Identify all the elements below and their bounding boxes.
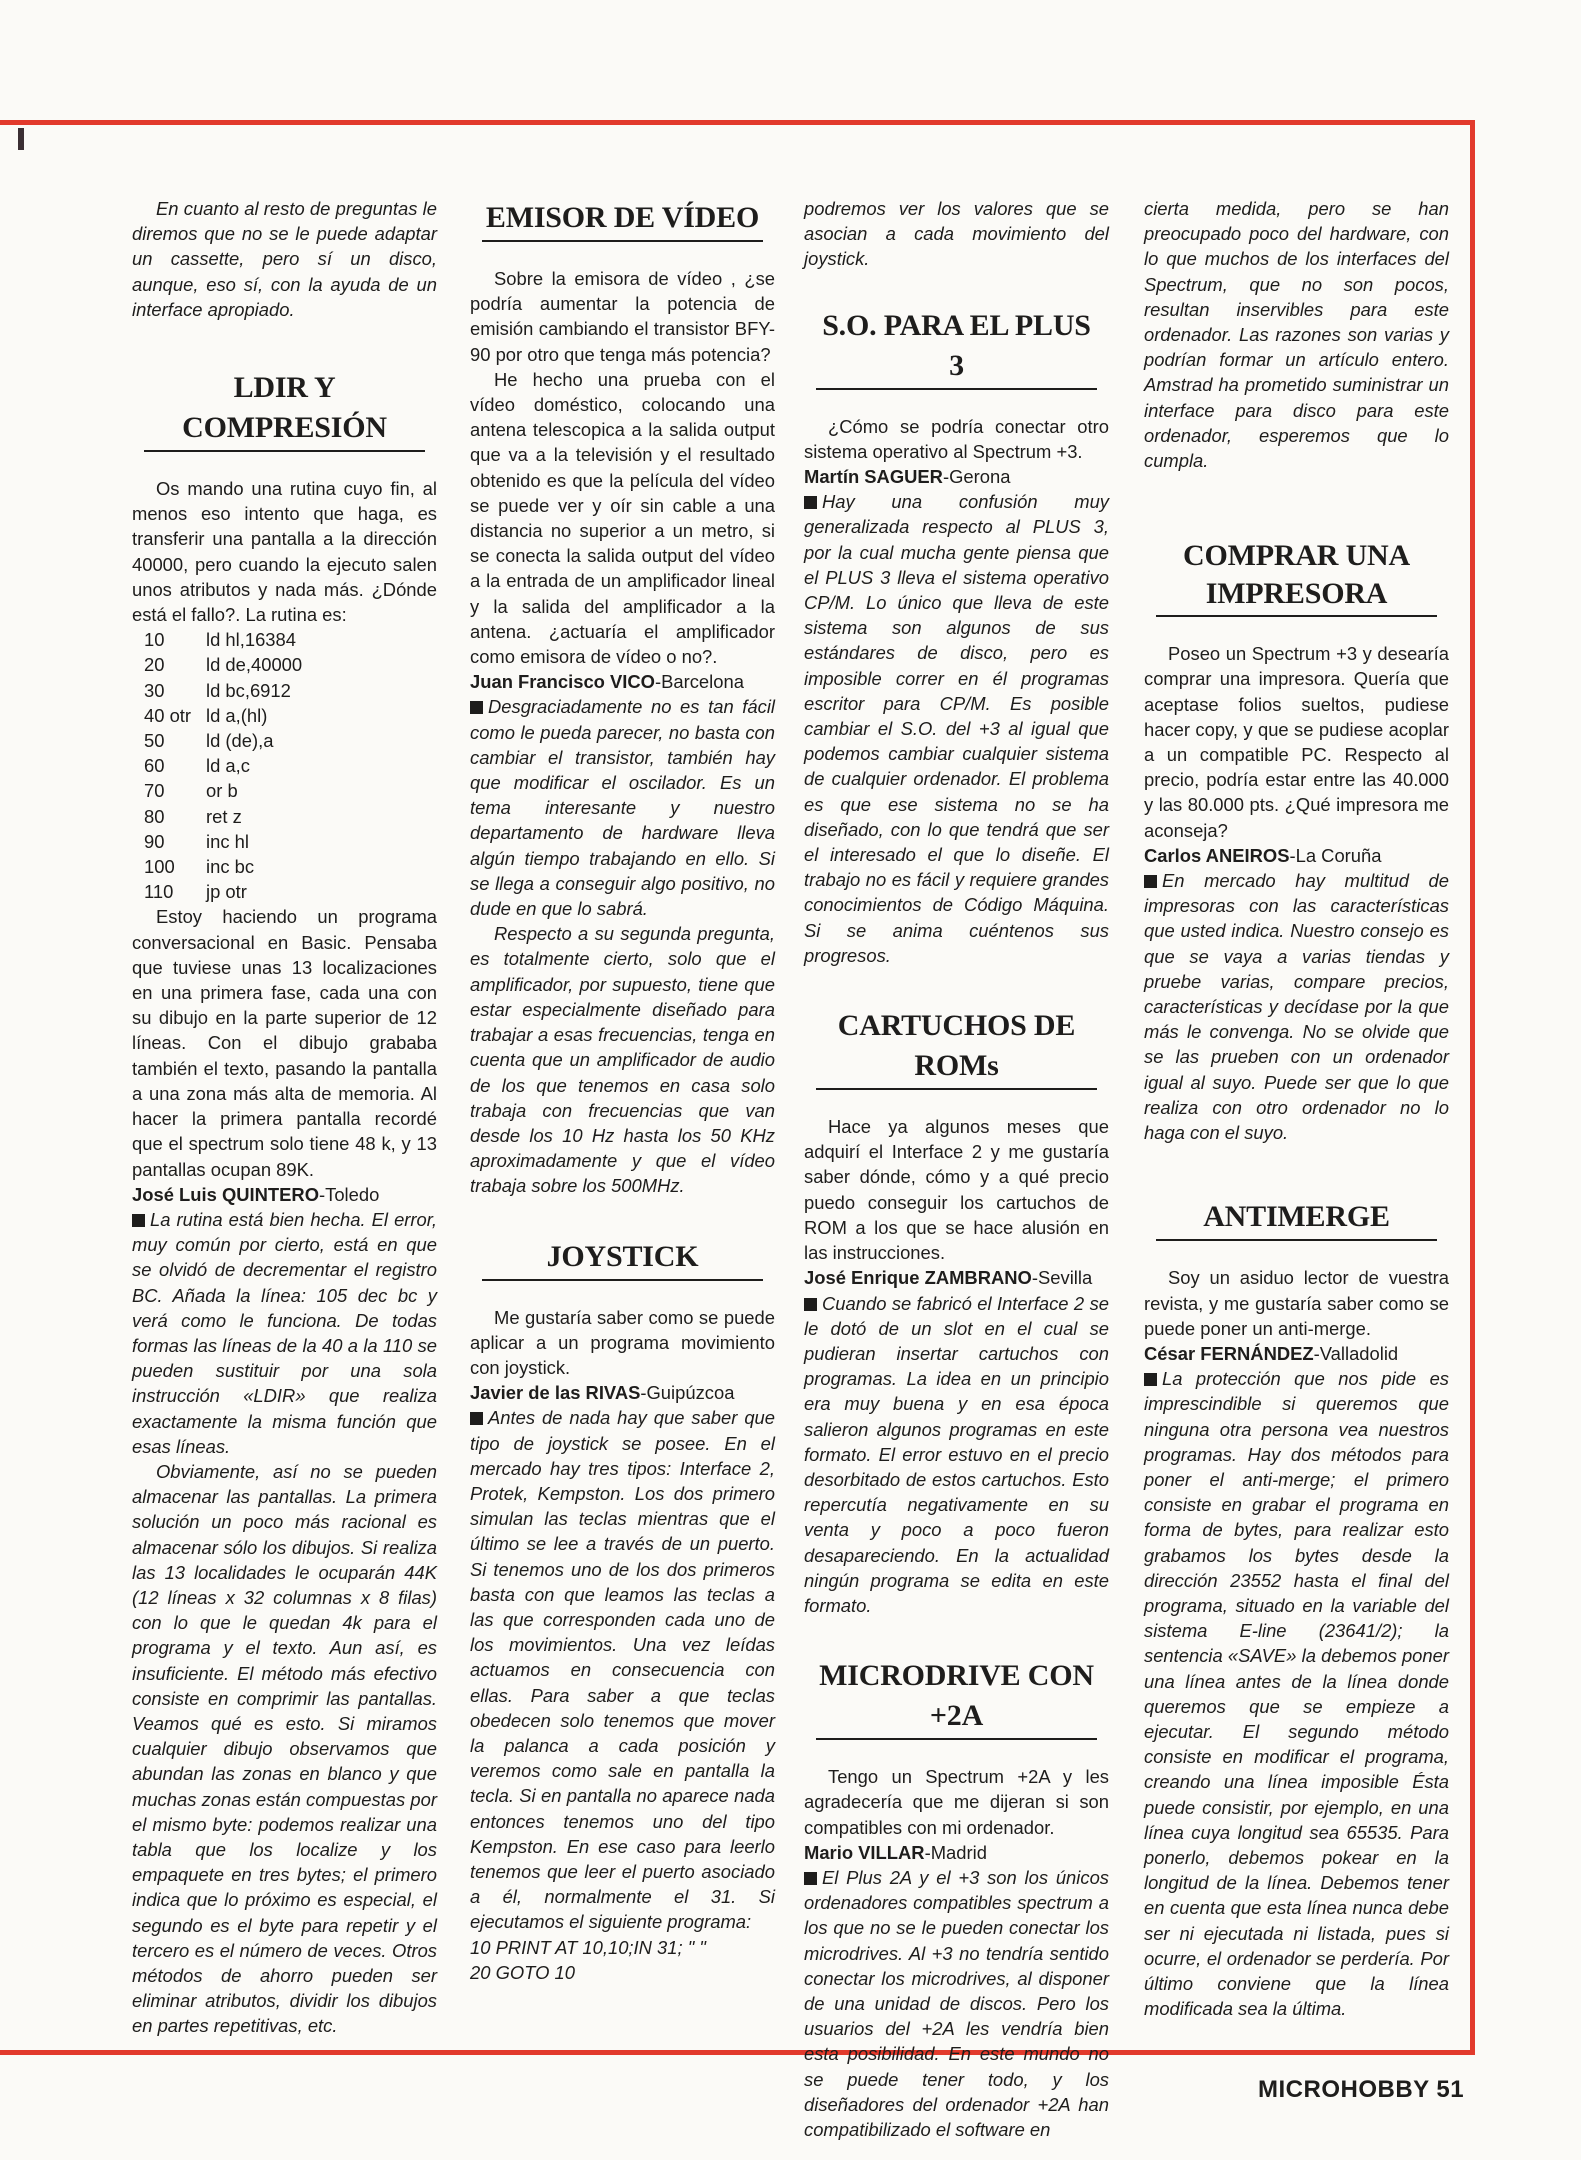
code-row — [144, 753, 302, 778]
signature — [804, 1265, 1109, 1290]
edge-mark — [18, 128, 24, 150]
instruction: ld bc,6912 — [206, 679, 291, 701]
signature — [470, 669, 775, 694]
section-title: LDIR Y COMPRESIÓN — [144, 368, 425, 452]
code-row — [144, 829, 302, 854]
question-text: Soy un asiduo lector de vuestra revista, y me gustaría saber como se puede poner un anti-merge. — [1144, 1267, 1449, 1339]
question-text: Me gustaría saber como se puede aplicar a un programa movimiento con joystick. — [470, 1306, 775, 1378]
code-row — [144, 703, 302, 728]
code-row — [144, 627, 302, 652]
bullet-icon — [804, 496, 817, 509]
question-text: ¿Cómo se podría conectar otro sistema operativo al Spectrum +3. — [804, 415, 1109, 462]
signature-city: -Gerona — [942, 466, 1011, 488]
bullet-icon — [470, 1412, 483, 1425]
continued-text: podremos ver los valores que se asocian a cada movimiento del joystick. — [804, 198, 1109, 270]
answer-text: La protección que nos pide es imprescindible si queremos que ninguna otra persona vea nuestros programas. Hay dos métodos para poner el anti-merge; el primero consiste en grabar el programa en forma de bytes, para realizar esto grabamos los bytes desde la dirección 23552 hasta el final del programa, situado en la variable del sistema E-line (23641/2); la sentencia «SAVE» la debemos poner una línea antes de la línea donde queremos que se empieze a ejecutar. El segundo método consiste en modificar el programa, creando una línea imposible Ésta puede consistir, por ejemplo, en una línea cuya longitud sea 65535. Para ponerlo, debemos pokear en la longitud de la línea. Debemos tener en cuenta que esta línea nunca debe ser ni ejecutada ni listada, pues si ocurre, el ordenador se perdería. Por último conviene que la línea modificada sea la última. — [1144, 1368, 1449, 2020]
bullet-icon — [804, 1298, 817, 1311]
line-number: 50 — [144, 730, 165, 752]
bullet-icon — [1144, 875, 1157, 888]
bullet-icon — [804, 1872, 817, 1885]
section-title: MICRODRIVE CON +2A — [816, 1656, 1097, 1740]
question-text: Estoy haciendo un programa conversacional en Basic. Pensaba que tuviese unas 13 localizaciones en una primera fase, cada una con su dibujo en la parte superior de 12 líneas. Con el dibujo grababa también el texto, pasando la pantalla a una zona más alta de memoria. Al hacer la primera pantalla recordé que el spectrum solo tiene 48 k, y 13 pantallas ocupan 89K. — [132, 906, 437, 1180]
answer-text: Desgraciadamente no es tan fácil como le pueda parecer, no basta con cambiar el transistor, también hay que modificar el oscilador. Es un tema interesante y nuestro departamento de hardware lleva algún tiempo trabajando en ello. Si se llega a conseguir algo positivo, no dude en que lo sabrá. — [470, 696, 775, 920]
code-row — [144, 652, 302, 677]
instruction: ld a,(hl) — [206, 704, 268, 726]
question-text: Hace ya algunos meses que adquirí el Interface 2 y me gustaría saber dónde, cómo y a qué precio puedo conseguir los cartuchos de ROM a los que se hace alusión en las instrucciones. — [804, 1116, 1109, 1264]
answer-text: El Plus 2A y el +3 son los únicos ordenadores compatibles spectrum a los que no se le pueden conectar los microdrives. Al +3 no tendría sentido conectar los microdrives, al disponer de una unidad de discos. Pero los usuarios del +2A les vendría bien esta posibilidad. En este mundo no se puede tener todo, y los diseñadores del ordenador +2A han compatibilizado el software en — [804, 1866, 1109, 2140]
section-title: COMPRAR UNA IMPRESORA — [1156, 537, 1437, 617]
line-number: 110 — [144, 881, 174, 903]
code-row — [144, 678, 302, 703]
line-number: 20 — [144, 654, 165, 676]
instruction: inc hl — [206, 830, 249, 852]
column-1 — [132, 196, 437, 2039]
instruction: inc bc — [206, 856, 255, 878]
code-listing — [144, 627, 302, 904]
question-text: Sobre la emisora de vídeo , ¿se podría aumentar la potencia de emisión cambiando el transistor BFY-90 por otro que tenga más potencia? — [470, 268, 775, 365]
signature — [1144, 843, 1449, 868]
signature — [132, 1182, 437, 1207]
code-line: 10 PRINT AT 10,10;IN 31; " " — [470, 1936, 706, 1958]
signature-name: Javier de las RIVAS — [470, 1382, 641, 1404]
line-number: 80 — [144, 805, 165, 827]
signature-name: José Luis QUINTERO — [132, 1183, 320, 1205]
signature-city: -La Coruña — [1289, 844, 1382, 866]
signature-name: Carlos ANEIROS — [1144, 844, 1290, 866]
answer-text: Antes de nada hay que saber que tipo de joystick se posee. En el mercado hay tres tipos: Interface 2, Protek, Kempston. Los dos primero simulan las teclas mientras que el último se lee a través de un puerto. Si tenemos uno de los dos primeros basta con que leamos las teclas a las que corresponden cada uno de los movimientos. Una vez leídas actuamos en consecuencia con ellas. Para saber a que teclas obedecen solo tenemos que mover la palanca a cada posición y veremos como sale en pantalla la tecla. Si en pantalla no aparece nada entonces tenemos uno del tipo Kempston. En ese caso para leerlo tenemos que leer el puerto asociado a él, normalmente el 31. Si ejecutamos el siguiente programa: — [470, 1407, 775, 1933]
page-number: 51 — [1436, 2076, 1465, 2103]
line-number: 30 — [144, 679, 165, 701]
bullet-icon — [132, 1214, 145, 1227]
question-text: He hecho una prueba con el vídeo doméstico, colocando una antena telescopica a la salida output que va a la televisión y el resultado obtenido es que la película del vídeo se puede ver y oír sin cable a una distancia no superior a un metro, si se conecta la salida output del vídeo a la entrada de un amplificador lineal y la salida del amplificador a la antena. ¿actuaría el amplificador como emisora de vídeo o no?. — [470, 368, 775, 668]
section-title: S.O. PARA EL PLUS 3 — [816, 306, 1097, 390]
code-row — [144, 854, 302, 879]
signature-name: Martín SAGUER — [804, 466, 943, 488]
section-title: CARTUCHOS DE ROMs — [816, 1006, 1097, 1090]
page-footer — [1258, 2076, 1464, 2104]
signature-name: José Enrique ZAMBRANO — [804, 1267, 1032, 1289]
instruction: ld (de),a — [206, 730, 274, 752]
question-text: Poseo un Spectrum +3 y desearía comprar una impresora. Quería que aceptase folios sueltos, pudiese hacer copy, y que se pudiese acoplar a un compatible PC. Respecto al precio, podría estar entre las 40.000 y las 80.000 pts. ¿Qué impresora me aconseja? — [1144, 643, 1449, 841]
instruction: ld de,40000 — [206, 654, 303, 676]
line-number: 40 otr — [144, 704, 192, 726]
magazine-name: MICROHOBBY — [1258, 2076, 1430, 2103]
answer-text: La rutina está bien hecha. El error, muy común por cierto, está en que se olvidó de decrementar el registro BC. Añada la línea: 105 dec bc y verá como le funciona. De todas formas las líneas de la 40 a la 110 se pueden sustituir por una sola instrucción «LDIR» que realiza exactamente la misma función que esas líneas. — [132, 1208, 437, 1457]
signature-city: -Toledo — [319, 1183, 380, 1205]
code-row — [144, 778, 302, 803]
signature-city: -Sevilla — [1031, 1267, 1093, 1289]
bullet-icon — [1144, 1373, 1157, 1386]
signature-city: -Valladolid — [1313, 1342, 1399, 1364]
instruction: jp otr — [206, 881, 247, 903]
signature-city: -Barcelona — [654, 671, 744, 693]
section-title: ANTIMERGE — [1156, 1197, 1437, 1241]
column-3 — [804, 196, 1109, 2142]
section-title: EMISOR DE VÍDEO — [482, 198, 763, 242]
code-row — [144, 728, 302, 753]
bullet-icon — [470, 701, 483, 714]
instruction: ld hl,16384 — [206, 629, 296, 651]
line-number: 70 — [144, 780, 165, 802]
column-2 — [470, 196, 775, 1985]
signature — [1144, 1341, 1449, 1366]
signature — [470, 1380, 775, 1405]
line-number: 60 — [144, 755, 165, 777]
answer-text: Hay una confusión muy generalizada respecto al PLUS 3, por la cual mucha gente piensa que el PLUS 3 lleva el sistema operativo CP/M. Lo único que lleva de este sistema son algunos de sus estándares de disco, pero es imposible correr en él programas escritor para CP/M. Es posible cambiar el S.O. del +3 al igual que podemos cambiar cualquier sistema de cualquier ordenador. El problema es que ese sistema no se ha diseñado, con lo que tendrá que ser el interesado el que lo diseñe. El trabajo no es fácil y requiere grandes conocimientos de Código Máquina. Si se anima cuéntenos sus progresos. — [804, 491, 1109, 966]
line-number: 90 — [144, 830, 165, 852]
code-row — [144, 804, 302, 829]
instruction: ret z — [206, 805, 242, 827]
signature-name: Juan Francisco VICO — [470, 671, 655, 693]
line-number: 10 — [144, 629, 165, 651]
section-title: JOYSTICK — [482, 1237, 763, 1281]
signature — [804, 464, 1109, 489]
signature-name: Mario VILLAR — [804, 1841, 925, 1863]
signature-name: César FERNÁNDEZ — [1144, 1342, 1314, 1364]
answer-text: Respecto a su segunda pregunta, es totalmente cierto, solo que el amplificador, por supuesto, tiene que estar especialmente diseñado para trabajar a esas frecuencias, tenga en cuenta que un amplificador de audio de los que tenemos en casa solo trabaja con frecuencias que van desde los 10 Hz hasta los 50 KHz aproximadamente y que el vídeo trabaja sobre los 500MHz. — [470, 923, 775, 1197]
column-4 — [1144, 196, 1449, 2021]
question-text: Os mando una rutina cuyo fin, al menos eso intento que haga, es transferir una pantalla a la dirección 40000, pero cuando la ejecuto salen unos atributos y nada más. ¿Dónde está el fallo?. La rutina es: — [132, 478, 437, 626]
continued-text: cierta medida, pero se han preocupado poco del hardware, con lo que muchos de los interfaces del Spectrum, que no son pocos, resultan inservibles para este ordenador. Las razones son varias y podrían formar un artículo entero. Amstrad ha prometido suministrar un interface para disco para este ordenador, esperemos que lo cumpla. — [1144, 198, 1449, 472]
signature — [804, 1840, 1109, 1865]
answer-text: Cuando se fabricó el Interface 2 se le dotó de un slot en el cual se pudieran insertar cartuchos con programas. La idea en un principio era muy buena y en esa época salieron algunos programas en este formato. El error estuvo en el precio desorbitado de estos cartuchos. Esto repercutía negativamente en su venta y poco a poco fueron desapareciendo. En la actualidad ningún programa se edita en este formato. — [804, 1292, 1109, 1616]
code-line: 20 GOTO 10 — [470, 1961, 575, 1983]
answer-text: Obviamente, así no se pueden almacenar las pantallas. La primera solución un poco más racional es almacenar sólo los dibujos. Si realiza las 13 localidades le ocuparán 44K (12 líneas x 32 columnas x 8 filas) con lo que le quedan 4k para el programa y el texto. Aun así, es insuficiente. El método más efectivo consiste en comprimir las pantallas. Veamos qué es esto. Si miramos cualquier dibujo observamos que abundan las zonas en blanco y que muchas zonas están compuestas por el mismo byte: podemos realizar una tabla que los localize y los empaquete en tres bytes; el primero indica que lo próximo es especial, el segundo es el byte para repetir y el tercero es el número de veces. Otros métodos de ahorro pueden ser eliminar atributos, dividir los dibujos en partes repetitivas, etc. — [132, 1460, 437, 2037]
signature-city: -Guipúzcoa — [640, 1382, 735, 1404]
intro-text: En cuanto al resto de preguntas le diremos que no se le puede adaptar un cassette, pero sí un disco, aunque, eso sí, con la ayuda de un interface apropiado. — [132, 198, 437, 320]
instruction: or b — [206, 780, 238, 802]
line-number: 100 — [144, 856, 175, 878]
answer-text: En mercado hay multitud de impresoras con las características que usted indica. Nuestro consejo es que se vaya a varias tiendas y pruebe varias, compare precios, características y decídase por la que más le convenga. No se olvide que se las prueben con un ordenador igual al suyo. Puede ser que lo que realiza con otro ordenador no lo haga con el suyo. — [1144, 870, 1449, 1144]
question-text: Tengo un Spectrum +2A y les agradecería que me dijeran si son compatibles con mi ordenador. — [804, 1766, 1109, 1838]
code-row — [144, 879, 302, 904]
signature-city: -Madrid — [924, 1841, 987, 1863]
instruction: ld a,c — [206, 755, 250, 777]
